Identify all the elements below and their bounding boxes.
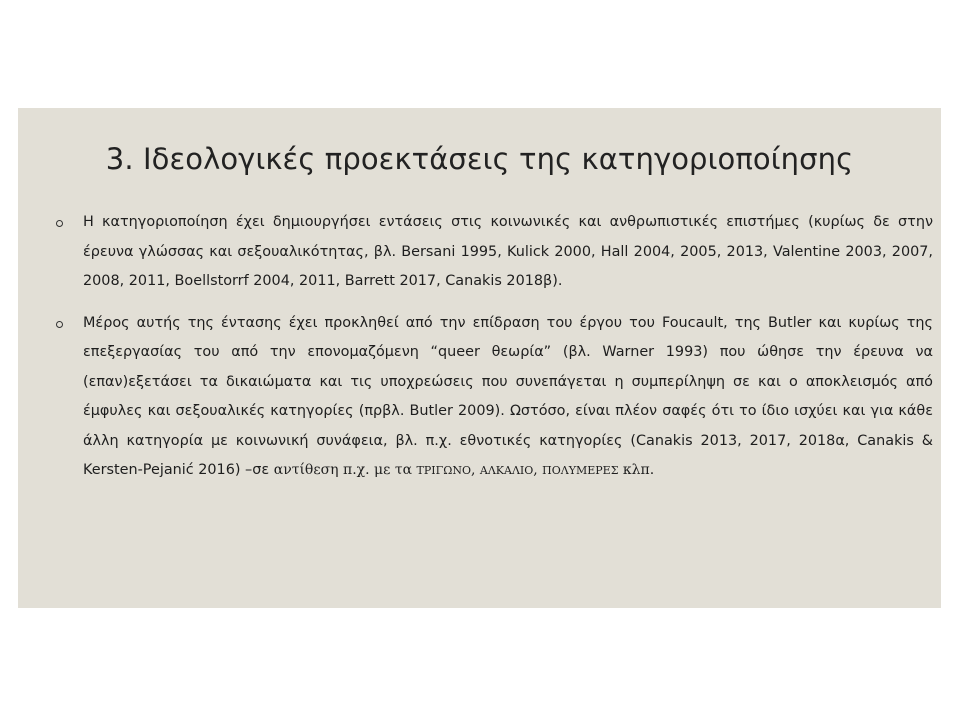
bullet-list	[53, 208, 933, 498]
bullet-item	[53, 309, 933, 486]
separator: ,	[533, 462, 543, 478]
separator: ,	[470, 462, 480, 478]
example-term: ΤΡΙΓΩΝΟ	[416, 464, 471, 477]
example-term: ΠΟΛΥΜΕΡΕΣ	[542, 464, 619, 477]
bullet-item	[53, 208, 933, 297]
slide-title: 3. Ιδεολογικές προεκτάσεις της κατηγοριοποίησης	[105, 142, 854, 176]
bullet-text: Μέρος αυτής της έντασης έχει προκληθεί από την επίδραση του έργου του Foucault, της Butler και κυρίως της επεξεργασίας του από την επονομαζόμενη “queer θεωρία” (βλ. Warner 1993) που ώθησε την έρευνα να (επαν)εξετάσει τα δικαιώματα και τις υποχρεώσεις που συνεπάγεται η συμπερίληψη σε και ο αποκλεισμός από έμφυλες και σεξουαλικές κατηγορίες (πρβλ. Butler 2009). Ωστόσο, είναι πλέον σαφές ότι το ίδιο ισχύει και για κάθε άλλη κατηγορία με κοινωνική συνάφεια, βλ. π.χ. εθνοτικές κατηγορίες (Canakis 2013, 2017, 2018α, Canakis & Kersten-Pejanić 2016) –σε	[83, 314, 933, 478]
content-panel	[18, 108, 941, 608]
bullet-circle-icon	[56, 220, 63, 227]
bullet-tail-prefix: αντίθεση π.χ. με τα	[273, 462, 417, 478]
example-term: ΑΛΚΑΛΙΟ	[479, 464, 534, 477]
bullet-circle-icon	[56, 321, 63, 328]
bullet-tail-suffix: κλπ.	[618, 462, 655, 478]
bullet-text: Η κατηγοριοποίηση έχει δημιουργήσει εντάσεις στις κοινωνικές και ανθρωπιστικές επιστήμες (κυρίως δε στην έρευνα γλώσσας και σεξουαλικότητας, βλ. Bersani 1995, Kulick 2000, Hall 2004, 2005, 2013, Valentine 2003, 2007, 2008, 2011, Boellstorrf 2004, 2011, Barrett 2017, Canakis 2018β).	[83, 214, 933, 289]
